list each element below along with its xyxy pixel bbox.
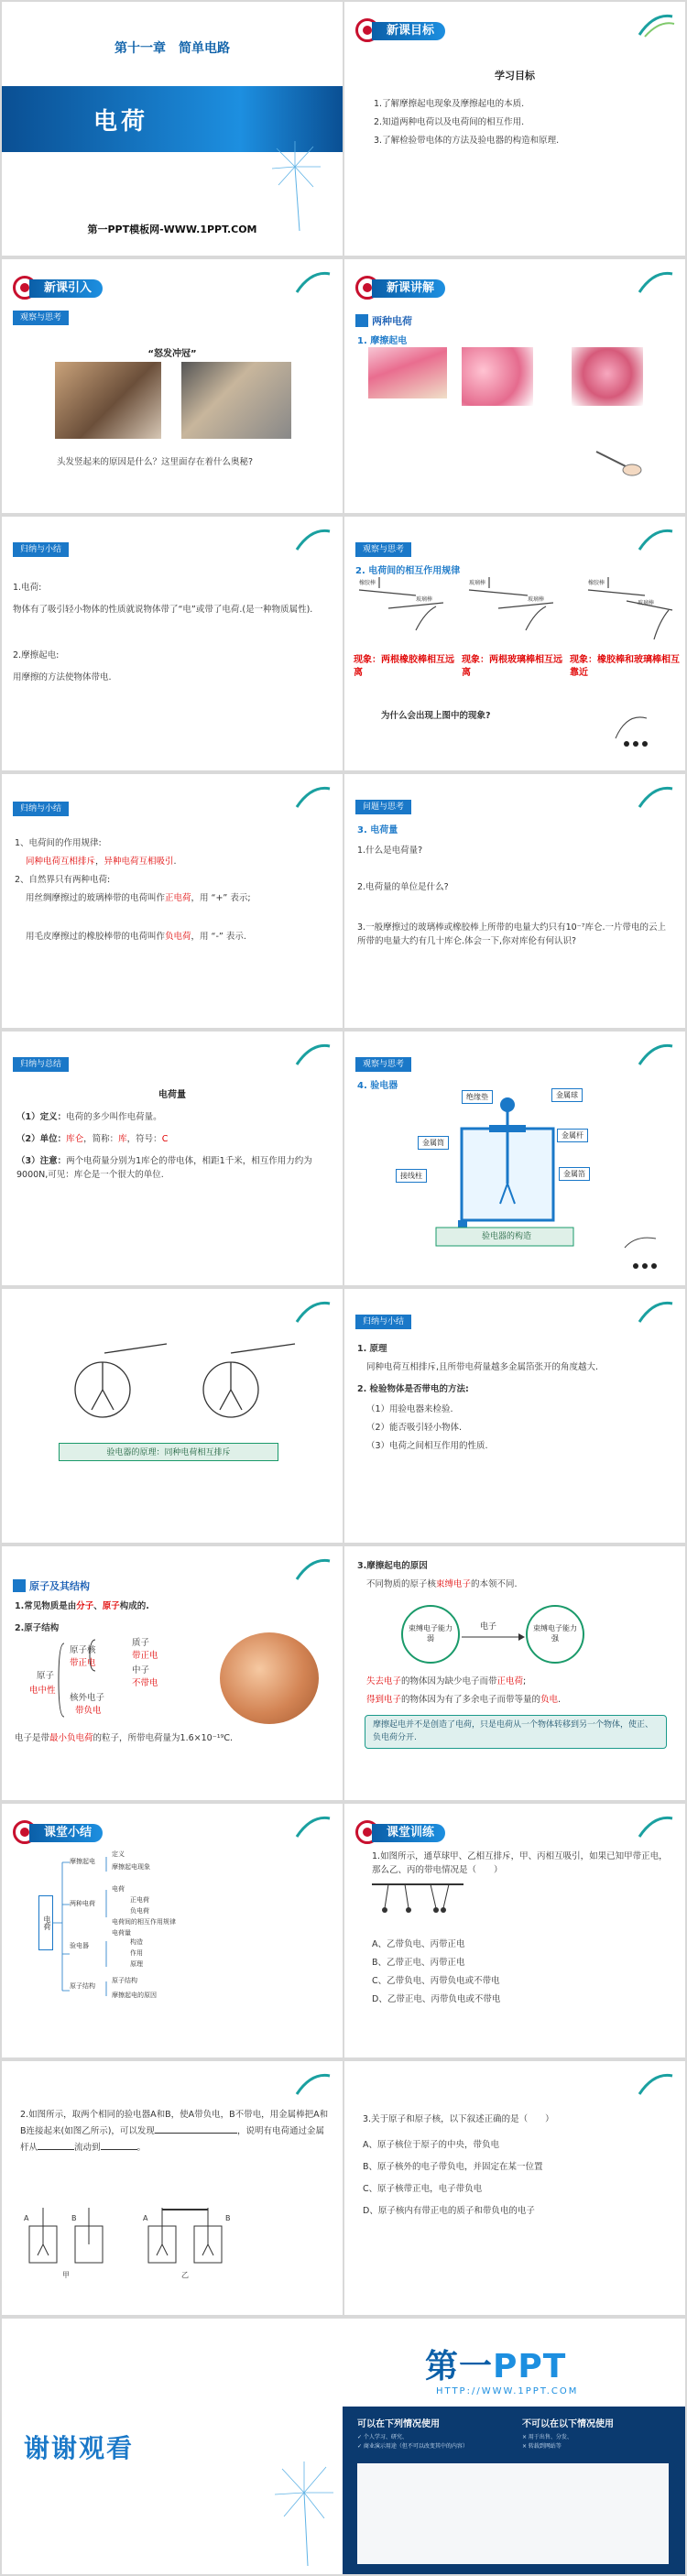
map-node: 作用: [130, 1949, 143, 1957]
decor-icon: [293, 1041, 333, 1068]
rod-label: 玻璃棒: [469, 580, 486, 586]
scope-label: A: [24, 2214, 29, 2222]
slide-thanks: [2, 2319, 685, 2574]
nucleus-charge: 带正电: [70, 1658, 96, 1668]
map-node: 验电器: [70, 1942, 89, 1949]
weak-circle: 束缚电子能力弱: [401, 1605, 460, 1664]
objective-item: 3.了解检验带电体的方法及验电器的构造和原理.: [374, 136, 560, 146]
lose-line: 失去电子的物体因为缺少电子而带正电荷;: [366, 1676, 527, 1686]
answer-option[interactable]: A、原子核位于原子的中央，带负电: [363, 2140, 499, 2150]
section-header: 课堂小结: [13, 1817, 159, 1850]
neutron-label: 中子: [132, 1665, 150, 1675]
decor-icon: [293, 1298, 333, 1326]
method-item: （3）电荷之间相互作用的性质.: [366, 1441, 488, 1451]
slide-quantity-question: [344, 774, 685, 1028]
tag-label: 归纳与小结: [13, 542, 69, 557]
objective-item: 1.了解摩擦起电现象及摩擦起电的本质.: [374, 99, 525, 109]
slide-friction: [344, 259, 685, 513]
slide-lesson-summary: [2, 1804, 343, 2058]
scope-label: B: [225, 2214, 231, 2222]
map-node: 摩擦起电的原因: [112, 1992, 157, 1999]
exercise-question: 1.如图所示，通草球甲、乙相互排斥，甲、丙相互吸引，如果已知甲带正电，那么乙、丙的带电情况是（ ）: [372, 1851, 668, 1876]
rod-label: 橡胶棒: [359, 580, 376, 586]
tag-label: 观察与思考: [13, 311, 69, 325]
decor-icon: [293, 1813, 333, 1840]
part-label: 金属杆: [557, 1129, 588, 1142]
arrow-icon: [462, 1632, 526, 1642]
cause-intro: 不同物质的原子核束缚电子的本领不同.: [366, 1579, 518, 1589]
exercise-question: 2.如图所示，取两个相同的验电器A和B，使A带负电，B不带电，用金属棒把A和B连接起来(如图乙所示)，可以发现 ，说明有电荷通过金属杆从 流动到 。: [20, 2110, 329, 2154]
summary-line: 1.电荷:: [13, 583, 42, 593]
figure-caption: 乙: [181, 2271, 189, 2279]
subheading: 3. 电荷量: [357, 825, 398, 835]
map-node: 负电荷: [130, 1907, 149, 1915]
tag-label: 问题与思考: [355, 800, 411, 814]
slide-principle-summary: [344, 1289, 685, 1543]
slide-atom: [2, 1546, 343, 1800]
intro-question: 头发竖起来的原因是什么？这里面存在着什么奥秘?: [57, 457, 254, 467]
tag-label: 观察与思考: [355, 542, 411, 557]
answer-option[interactable]: C、乙带负电、丙带负电或不带电: [372, 1976, 500, 1986]
tag-label: 归纳与总结: [13, 1057, 69, 1072]
proton-label: 质子: [132, 1638, 150, 1648]
law-title: 1、电荷间的作用规律:: [15, 838, 102, 848]
tag-label: 归纳与小结: [13, 802, 69, 816]
part-label: 绝缘垫: [462, 1090, 493, 1104]
electron-label: 核外电子: [70, 1693, 105, 1703]
photo-balloon-hair: [572, 347, 643, 406]
answer-option[interactable]: A、乙带负电、丙带正电: [372, 1939, 465, 1949]
subheading: 2. 电荷间的相互作用规律: [355, 566, 461, 576]
gain-line: 得到电子的物体因为有了多余电子而带等量的负电.: [366, 1695, 562, 1705]
proton-charge: 带正电: [132, 1651, 158, 1661]
phenomenon-text: 现象：橡胶棒和玻璃棒相互靠近: [570, 655, 680, 678]
map-node: 构造: [130, 1938, 143, 1946]
mindmap-root: 电荷: [38, 1895, 53, 1950]
decor-icon: [636, 526, 676, 553]
answer-option[interactable]: D、原子核内有带正电的质子和带负电的电子: [363, 2206, 535, 2216]
slide-exercise-2: [2, 2061, 343, 2315]
section-header: 新课引入: [13, 272, 159, 305]
answer-option[interactable]: B、原子核外的电子带负电，并固定在某一位置: [363, 2162, 543, 2172]
principle-heading: 1. 原理: [357, 1344, 387, 1354]
phenomenon-text: 现象：两根橡胶棒相互远离: [354, 655, 454, 678]
principle-text: 同种电荷互相排斥,且所带电荷量越多金属箔张开的角度越大.: [366, 1362, 599, 1372]
section-header: 新课讲解: [355, 272, 502, 305]
rod-hand-icon: [592, 442, 647, 479]
summary-line: 2.摩擦起电:: [13, 650, 60, 660]
map-node: 定义: [112, 1850, 125, 1858]
decor-icon: [636, 1813, 676, 1840]
cause-title: 3.摩擦起电的原因: [357, 1561, 428, 1571]
definition-line: （1）定义：电荷的多少叫作电荷量。: [16, 1112, 162, 1122]
phenomenon-text: 现象：两根玻璃棒相互远离: [462, 655, 562, 678]
part-label: 接线柱: [396, 1169, 427, 1183]
map-node: 原理: [130, 1960, 143, 1968]
decor-icon: [636, 2070, 676, 2098]
tag-label: 观察与思考: [355, 1057, 411, 1072]
subheading: 1. 摩擦起电: [357, 336, 408, 346]
license-line: × 用于出售、分发、: [522, 2434, 572, 2440]
scope-label: B: [71, 2214, 77, 2222]
note-line: （3）注意：两个电荷量分别为1库仑的带电体，相距1千米，相互作用力约为9000N,可见：库仑是一个很大的单位.: [16, 1156, 312, 1181]
question-line: 2.电荷量的单位是什么?: [357, 882, 449, 892]
dandelion-icon: [267, 139, 332, 231]
method-item: （2）能否吸引轻小物体.: [366, 1423, 463, 1433]
section-badge: [13, 1579, 26, 1592]
decor-icon: [636, 1041, 676, 1068]
section-header: 课堂训练: [355, 1817, 502, 1850]
electroscopes-diagram: [20, 2199, 240, 2281]
photo-comb: [368, 347, 447, 398]
slide-summary-charge: [2, 517, 343, 770]
photo-caption: “怒发冲冠”: [147, 349, 197, 359]
decor-icon: [293, 783, 333, 811]
answer-option[interactable]: D、乙带正电、丙带负电或不带电: [372, 1994, 501, 2004]
scope-label: A: [143, 2214, 148, 2222]
nucleus-label: 原子核: [70, 1645, 96, 1655]
slide-quantity-summary: [2, 1031, 343, 1285]
dandelion-icon: [267, 2456, 341, 2566]
principle-caption: 验电器的原理：同种电荷相互排斥: [59, 1443, 278, 1461]
license-panel: [343, 2407, 685, 2574]
rod-label: 玻璃棒: [638, 600, 655, 606]
law-title: 2、自然界只有两种电荷:: [15, 875, 111, 885]
license-line: × 转载到网站等: [522, 2443, 562, 2450]
principle-diagram: [48, 1326, 304, 1426]
method-heading: 2. 检验物体是否带电的方法:: [357, 1384, 469, 1394]
thanks-text: 谢谢观看: [24, 2433, 135, 2463]
figure-caption: 甲: [62, 2271, 70, 2279]
section-badge: [355, 314, 368, 327]
slide-title: [2, 2, 343, 256]
license-col1-title: 可以在下列情况使用: [357, 2419, 440, 2429]
slide-exercise-1: [344, 1804, 685, 2058]
question-line: 1.什么是电荷量?: [357, 846, 423, 856]
map-node: 电荷: [112, 1885, 125, 1893]
slide-summary-law: [2, 774, 343, 1028]
license-line: ✓ 商业演示用途（但不可以改变其中的内容）: [357, 2443, 468, 2450]
decor-icon: [293, 526, 333, 553]
thinking-icon: [610, 705, 665, 748]
map-node: 正电荷: [130, 1896, 149, 1904]
slide-electroscope: [344, 1031, 685, 1285]
answer-option[interactable]: C、原子核带正电，电子带负电: [363, 2184, 483, 2194]
photo-children: [55, 362, 161, 439]
thinking-icon: [619, 1229, 674, 1272]
objectives-heading: 学习目标: [495, 70, 535, 82]
electron-fact: 电子是带最小负电荷的粒子，所带电荷量为1.6×10⁻¹⁹C.: [15, 1733, 233, 1743]
section-title: 两种电荷: [372, 315, 412, 327]
summary-line: 物体有了吸引轻小物体的性质就说物体带了“电”或带了电荷.(是一种物质属性).: [13, 605, 313, 615]
slide-exercise-3: [344, 2061, 685, 2315]
rod-diagram: [352, 575, 678, 647]
decor-icon: [636, 11, 676, 38]
part-label: 金属球: [551, 1088, 583, 1102]
quantity-title: 电荷量: [158, 1090, 186, 1100]
map-node: 原子结构: [70, 1982, 95, 1990]
decor-icon: [293, 268, 333, 296]
section-header: 新课目标: [355, 15, 502, 48]
map-node: 摩擦起电: [70, 1858, 95, 1865]
main-title: 电荷: [93, 108, 148, 136]
rod-label: 橡胶棒: [588, 580, 605, 586]
link-grid: [357, 2463, 669, 2564]
electron-charge: 带负电: [75, 1706, 102, 1716]
slide-objectives: [344, 2, 685, 256]
atom-neutral: 电中性: [29, 1686, 56, 1696]
photo-girl-sphere: [181, 362, 291, 439]
objective-item: 2.知道两种电荷以及电荷间的相互作用.: [374, 117, 525, 127]
part-label: 金属筒: [418, 1136, 449, 1150]
answer-option[interactable]: B、乙带正电、丙带正电: [372, 1958, 465, 1968]
decor-icon: [636, 268, 676, 296]
map-node: 摩擦起电现象: [112, 1863, 150, 1871]
slide-electroscope-principle: [2, 1289, 343, 1543]
neutron-charge: 不带电: [132, 1678, 158, 1688]
tag-label: 归纳与小结: [355, 1315, 411, 1329]
slide-intro: [2, 259, 343, 513]
slide-friction-cause: [344, 1546, 685, 1800]
subheading: 4. 验电器: [357, 1081, 398, 1091]
map-node: 两种电荷: [70, 1900, 95, 1907]
rod-label: 玻璃棒: [416, 596, 433, 603]
atom-image: [220, 1632, 319, 1724]
law-line: 同种电荷互相排斥，异种电荷互相吸引.: [26, 857, 177, 867]
brand-logo: 第一PPT: [425, 2348, 567, 2385]
map-node: 电荷间的相互作用规律: [112, 1918, 176, 1926]
chapter-title: 第十一章 简单电路: [114, 41, 230, 56]
brand-url: HTTP://WWW.1PPT.COM: [436, 2386, 579, 2396]
atom-label: 原子: [37, 1671, 55, 1681]
interaction-question: 为什么会出现上图中的现象?: [381, 711, 491, 721]
map-node: 原子结构: [112, 1977, 137, 1984]
atom-line: 1.常见物质是由分子、原子构成的.: [15, 1601, 149, 1611]
electroscope-caption: 验电器的构造: [482, 1232, 532, 1241]
decor-icon: [293, 1555, 333, 1583]
atom-line: 2.原子结构: [15, 1623, 60, 1633]
license-col2-title: 不可以在以下情况使用: [522, 2419, 614, 2429]
slide-interaction: [344, 517, 685, 770]
rod-label: 玻璃棒: [528, 596, 545, 603]
photo-balloon-girl: [462, 347, 533, 406]
note-box: 摩擦起电并不是创造了电荷，只是电荷从一个物体转移到另一个物体，使正、负电荷分开.: [365, 1715, 667, 1749]
section-title: 原子及其结构: [29, 1580, 90, 1592]
law-line: 用丝绸摩擦过的玻璃棒带的电荷叫作正电荷，用 “+” 表示;: [26, 893, 251, 903]
pith-balls-diagram: [372, 1883, 463, 1919]
decor-icon: [293, 2070, 333, 2098]
footer-text: 第一PPT模板网-WWW.1PPT.COM: [87, 224, 257, 235]
exercise-question: 3.关于原子和原子核，以下叙述正确的是（ ）: [363, 2114, 554, 2124]
unit-line: （2）单位：库仑，简称：库，符号：C: [16, 1134, 169, 1144]
map-node: 电荷量: [112, 1929, 131, 1937]
summary-line: 用摩擦的方法使物体带电.: [13, 672, 112, 682]
strong-circle: 束缚电子能力强: [526, 1605, 584, 1664]
decor-icon: [636, 1298, 676, 1326]
decor-icon: [636, 783, 676, 811]
electron-label: 电子: [480, 1622, 497, 1632]
method-item: （1）用验电器来检验.: [366, 1404, 453, 1414]
part-label: 金属箔: [559, 1167, 590, 1181]
license-line: ✓ 个人学习、研究、: [357, 2434, 408, 2440]
question-line: 3.一般摩擦过的玻璃棒或橡胶棒上所带的电量大约只有10⁻⁷库仑.一片带电的云上所带的电量大约有几十库仑.体会一下,你对库伦有何认识?: [357, 922, 666, 947]
law-line: 用毛皮摩擦过的橡胶棒带的电荷叫作负电荷，用 “-” 表示.: [26, 932, 246, 942]
